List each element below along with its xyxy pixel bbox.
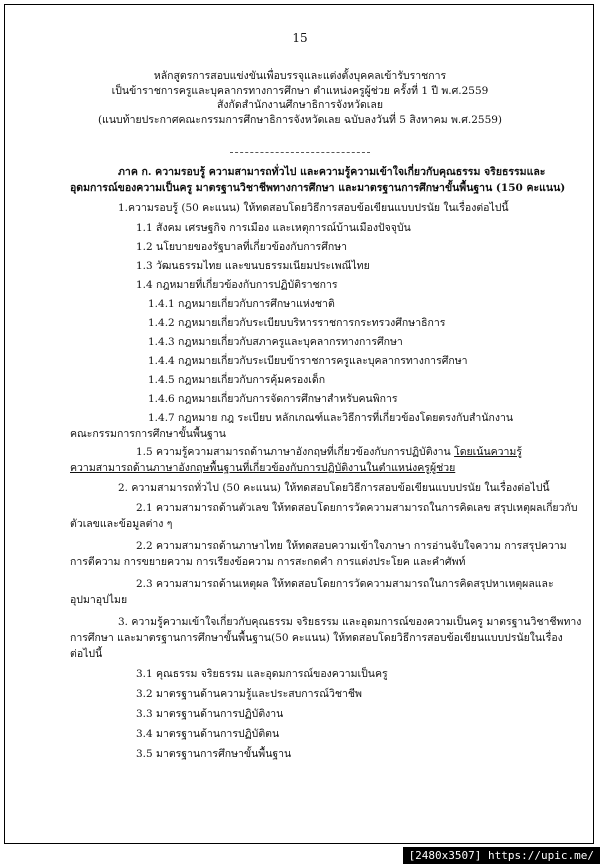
item-1-5: [136, 446, 522, 459]
image-source-stamp: [2480x3507] https://upic.me/: [403, 847, 600, 864]
item-3-4: 3.4 มาตรฐานด้านการปฏิบัติตน: [136, 728, 280, 740]
item-3-1: 3.1 คุณธรรม จริยธรรม และอุดมการณ์ของความเป็นครู: [136, 668, 388, 680]
item-3-2: 3.2 มาตรฐานด้านความรู้และประสบการณ์วิชาชีพ: [136, 688, 362, 700]
section-1: 1.ความรอบรู้ (50 คะแนน) ให้ทดสอบโดยวิธีการสอบข้อเขียนแบบปรนัย ในเรื่องต่อไปนี้: [118, 202, 509, 214]
section-3: 3. ความรู้ความเข้าใจเกี่ยวกับคุณธรรม จริยธรรม และอุดมการณ์ของความเป็นครู มาตรฐานวิชาชีพทาง: [118, 616, 582, 628]
item-1-4-4: 1.4.4 กฎหมายเกี่ยวกับระเบียบข้าราชการครูและบุคลากรทางการศึกษา: [148, 355, 468, 367]
item-1-4-3: 1.4.3 กฎหมายเกี่ยวกับสภาครูและบุคลากรทางการศึกษา: [148, 336, 403, 348]
part-title-line-1: ภาค ก. ความรอบรู้ ความสามารถทั่วไป และความรู้ความเข้าใจเกี่ยวกับคุณธรรม จริยธรรมและ: [118, 166, 546, 178]
item-1-2: 1.2 นโยบายของรัฐบาลที่เกี่ยวข้องกับการศึกษา: [136, 241, 348, 253]
item-3-5: 3.5 มาตรฐานการศึกษาขั้นพื้นฐาน: [136, 748, 292, 760]
part-title-line-2: อุดมการณ์ของความเป็นครู มาตรฐานวิชาชีพทางการศึกษา และมาตรฐานการศึกษาขั้นพื้นฐาน (150 คะแนน): [70, 182, 566, 194]
item-1-1: 1.1 สังคม เศรษฐกิจ การเมือง และเหตุการณ์บ้านเมืองปัจจุบัน: [136, 222, 411, 234]
item-1-4-1: 1.4.1 กฎหมายเกี่ยวกับการศึกษาแห่งชาติ: [148, 298, 335, 310]
header-line-2: เป็นข้าราชการครูและบุคลากรทางการศึกษา ตำแหน่งครูผู้ช่วย ครั้งที่ 1 ปี พ.ศ.2559: [111, 84, 489, 97]
section-2: 2. ความสามารถทั่วไป (50 คะแนน) ให้ทดสอบโดยวิธีการสอบข้อเขียนแบบปรนัย ในเรื่องต่อไปนี้: [118, 482, 550, 494]
item-2-2: 2.2 ความสามารถด้านภาษาไทย ให้ทดสอบความเข้าใจภาษา การอ่านจับใจความ การสรุปความ: [136, 540, 567, 552]
item-1-4-7-cont: คณะกรรมการการศึกษาขั้นพื้นฐาน: [70, 428, 226, 440]
header-line-1: หลักสูตรการสอบแข่งขันเพื่อบรรจุและแต่งตั้งบุคคลเข้ารับราชการ: [153, 70, 447, 82]
header-line-3: สังกัดสำนักงานศึกษาธิการจังหวัดเลย: [217, 99, 383, 111]
section-3-cont-1: การศึกษา และมาตรฐานการศึกษาขั้นพื้นฐาน(50 คะแนน) ให้ทดสอบโดยวิธีการสอบข้อเขียนแบบปรนัยในเรื่อง: [70, 632, 563, 644]
document-header: [0, 70, 600, 128]
item-2-1: 2.1 ความสามารถด้านตัวเลข ให้ทดสอบโดยการวัดความสามารถในการคิดเลข สรุปเหตุผลเกี่ยวกับ: [136, 502, 578, 514]
item-1-4-7: 1.4.7 กฎหมาย กฎ ระเบียบ หลักเกณฑ์และวิธีการที่เกี่ยวข้องโดยตรงกับสำนักงาน: [148, 412, 514, 424]
item-2-1-cont: ตัวเลขและข้อมูลต่าง ๆ: [70, 518, 173, 530]
section-3-cont-2: ต่อไปนี้: [70, 648, 103, 660]
item-2-3: 2.3 ความสามารถด้านเหตุผล ให้ทดสอบโดยการวัดความสามารถในการคิดสรุปหาเหตุผลและ: [136, 578, 554, 590]
header-line-4: (แนบท้ายประกาศคณะกรรมการศึกษาธิการจังหวัดเลย ฉบับลงวันที่ 5 สิงหาคม พ.ศ.2559): [97, 113, 503, 126]
item-1-4-6: 1.4.6 กฎหมายเกี่ยวกับการจัดการศึกษาสำหรับคนพิการ: [148, 393, 398, 405]
item-2-2-cont: การตีความ การขยายความ การเรียงข้อความ การสะกดคำ การแต่งประโยค และคำศัพท์: [70, 556, 466, 568]
page-number: 15: [292, 31, 308, 45]
item-1-5-text: 1.5 ความรู้ความสามารถด้านภาษาอังกฤษที่เกี่ยวข้องกับการปฏิบัติงาน: [136, 446, 451, 458]
item-1-4: 1.4 กฎหมายที่เกี่ยวข้องกับการปฏิบัติราชการ: [136, 279, 338, 291]
item-1-4-5: 1.4.5 กฎหมายเกี่ยวกับการคุ้มครองเด็ก: [148, 374, 326, 386]
item-1-3: 1.3 วัฒนธรรมไทย และขนบธรรมเนียมประเพณีไทย: [136, 260, 370, 272]
item-1-5-emphasis: โดยเน้นความรู้: [454, 446, 522, 458]
item-3-3: 3.3 มาตรฐานด้านการปฏิบัติงาน: [136, 708, 284, 720]
separator-line: [230, 152, 370, 153]
item-1-4-2: 1.4.2 กฎหมายเกี่ยวกับระเบียบบริหารราชการกระทรวงศึกษาธิการ: [148, 317, 446, 329]
item-1-5-cont: ความสามารถด้านภาษาอังกฤษพื้นฐานที่เกี่ยวข้องกับการปฏิบัติงานในตำแหน่งครูผู้ช่วย: [70, 462, 456, 474]
item-2-3-cont: อุปมาอุปไมย: [70, 594, 128, 606]
